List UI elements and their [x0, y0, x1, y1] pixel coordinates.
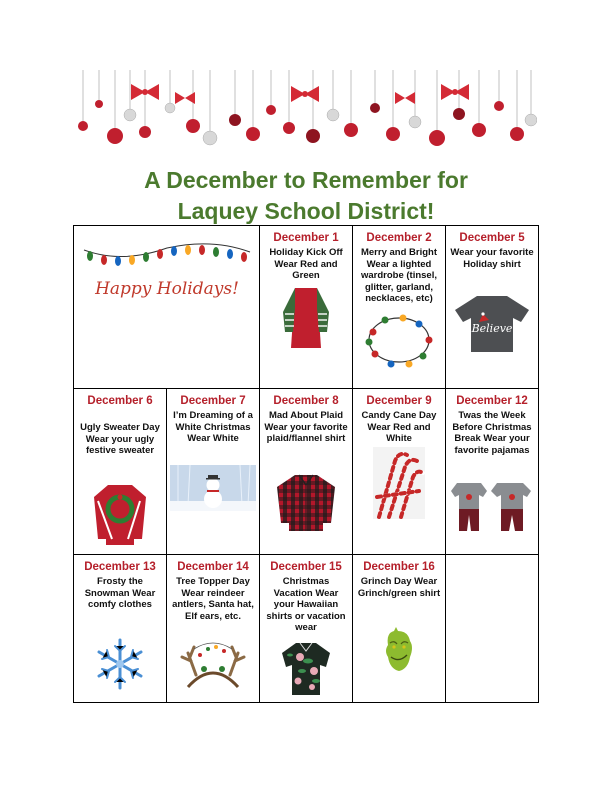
- pajamas-icon: [451, 479, 533, 533]
- day-cell-dec-5: [446, 226, 539, 389]
- day-cell-dec-12: [446, 389, 539, 555]
- day-date: December 13: [84, 561, 156, 573]
- day-date: December 8: [273, 395, 339, 407]
- day-description: Wear your favorite Holiday shirt: [450, 247, 534, 270]
- day-description: Mad About Plaid Wear your favorite plaid/flannel shirt: [264, 410, 348, 444]
- snowman-icon: [170, 465, 256, 511]
- hawaiian-shirt-icon: [280, 641, 332, 697]
- happy-holidays-cell: [74, 226, 260, 389]
- day-cell-dec-2: [353, 226, 446, 389]
- day-date: December 5: [459, 232, 525, 244]
- day-description: Twas the Week Before Christmas Break Wear your favorite pajamas: [452, 410, 532, 456]
- snowflake-icon: [93, 637, 147, 691]
- day-cell-dec-14: [167, 555, 260, 703]
- candy-canes-icon: [373, 447, 425, 519]
- lights-necklace-icon: [363, 312, 435, 376]
- day-description: Candy Cane Day Wear Red and White: [361, 410, 437, 444]
- page-title-line-1: A December to Remember for: [144, 167, 468, 193]
- day-cell-dec-16: [353, 555, 446, 703]
- day-date: December 1: [273, 232, 339, 244]
- believe-shirt-icon: [453, 292, 531, 354]
- day-cell-dec-15: [260, 555, 353, 703]
- plaid-shirt-icon: [275, 473, 337, 533]
- ornament-banner: [75, 70, 537, 156]
- day-description: Merry and Bright Wear a lighted wardrobe (tinsel, glitter, garland, necklaces, etc): [360, 247, 437, 304]
- day-date: December 14: [177, 561, 249, 573]
- day-description: Grinch Day Wear Grinch/green shirt: [357, 576, 441, 599]
- day-date: December 6: [87, 395, 153, 407]
- day-cell-dec-1: [260, 226, 353, 389]
- day-date: December 12: [456, 395, 528, 407]
- ugly-sweater-icon: [92, 481, 148, 547]
- day-cell-dec-9: [353, 389, 446, 555]
- day-cell-empty: [446, 555, 539, 703]
- day-description: I’m Dreaming of a White Christmas Wear White: [173, 410, 253, 444]
- day-date: December 9: [366, 395, 432, 407]
- day-date: December 15: [270, 561, 342, 573]
- raglan-shirt-icon: [281, 282, 331, 350]
- day-description: Frosty the Snowman Wear comfy clothes: [84, 576, 156, 610]
- day-cell-dec-13: [74, 555, 167, 703]
- day-cell-dec-8: [260, 389, 353, 555]
- svg-text:Believe: Believe: [471, 322, 513, 335]
- day-cell-dec-6: [74, 389, 167, 555]
- day-cell-dec-7: [167, 389, 260, 555]
- happy-holidays-text: Happy Holidays!: [94, 279, 239, 299]
- day-description: Holiday Kick Off Wear Red and Green: [269, 247, 343, 281]
- day-description: Christmas Vacation Wear your Hawaiian shirts or vacation wear: [266, 576, 346, 633]
- day-date: December 7: [180, 395, 246, 407]
- christmas-lights-icon: [82, 242, 252, 302]
- calendar-table: [73, 225, 539, 703]
- page-title-line-2: Laquey School District!: [177, 198, 435, 224]
- day-description: Ugly Sweater Day Wear your ugly festive sweater: [80, 422, 160, 456]
- day-description: Tree Topper Day Wear reindeer antlers, Santa hat, Elf ears, etc.: [172, 576, 254, 622]
- antlers-headband-icon: [178, 629, 248, 693]
- grinch-icon: [382, 627, 416, 673]
- day-date: December 16: [363, 561, 435, 573]
- day-date: December 2: [366, 232, 432, 244]
